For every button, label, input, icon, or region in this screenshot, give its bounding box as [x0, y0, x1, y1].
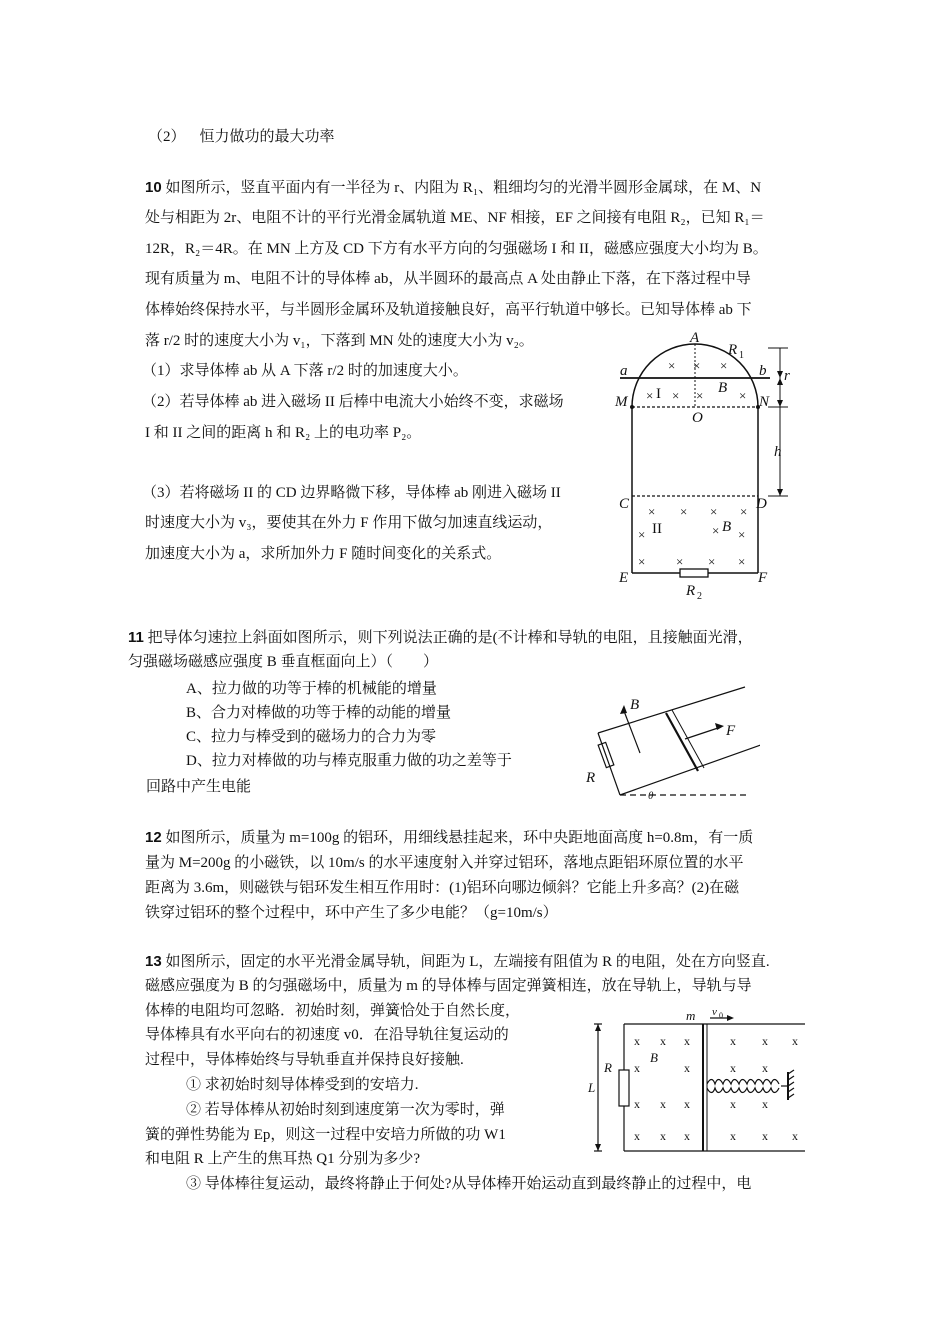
q13-line-2: 磁感应强度为 B 的匀强磁场中，质量为 m 的导体棒与固定弹簧相连，放在导轨上，导轨与导 [145, 978, 752, 994]
q10-sub-3-line-1: （3）若将磁场 II 的 CD 边界略微下移，导体棒 ab 刚进入磁场 II [142, 485, 561, 501]
q13-cross: x [730, 1097, 736, 1111]
q13-line-4: 导体棒具有水平向右的初速度 v0．在沿导轨往复运动的 [145, 1027, 509, 1043]
q11-label-theta: θ [648, 790, 654, 802]
q13-label-m: m [686, 1010, 696, 1023]
q13-label-v0: v [712, 1010, 717, 1018]
q13-sub-2-line-1: ② 若导体棒从初始时刻到速度第一次为零时，弹 [186, 1102, 505, 1118]
q11-number: 11 [128, 629, 144, 646]
q11-label-F: F [726, 723, 736, 739]
q10-line-3: 12R，R₂＝4R。在 MN 上方及 CD 下方有水平方向的匀强磁场 I 和 II，磁感应强度大小均为 B。 [145, 241, 768, 257]
q13-cross: x [762, 1129, 768, 1143]
q13-cross: x [762, 1061, 768, 1075]
q13-cross: x [684, 1061, 690, 1075]
q10-label-B2: B [722, 519, 732, 535]
q10-label-b: b [759, 363, 767, 379]
q10-sub-1: （1）求导体棒 ab 从 A 下落 r/2 时的加速度大小。 [142, 363, 468, 379]
q13-cross: x [730, 1061, 736, 1075]
q10-sub-3-line-2: 时速度大小为 v₃，要使其在外力 F 作用下做匀加速直线运动， [145, 515, 553, 531]
q10-label-r: r [784, 368, 790, 384]
q11-line-2: 匀强磁场磁感应强度 B 垂直框面向上）（ ） [128, 654, 439, 670]
q11-option-c: C、拉力与棒受到的磁场力的合力为零 [186, 729, 437, 745]
q10-line-1: 10 如图所示，竖直平面内有一半径为 r、内阻为 R₁、粗细均匀的光滑半圆形金属球，在 M、N [145, 179, 762, 196]
q13-cross: x [684, 1129, 690, 1143]
q10-line-6: 落 r/2 时的速度大小为 v₁，下落到 MN 处的速度大小为 v₂。 [145, 333, 534, 349]
q10-label-B: B [718, 380, 728, 396]
q13-cross: x [684, 1097, 690, 1111]
q10-cross: × [638, 554, 646, 569]
q13-sub-2-line-3: 和电阻 R 上产生的焦耳热 Q1 分别为多少? [145, 1151, 420, 1167]
q13-cross: x [660, 1034, 666, 1048]
q10-cross: × [740, 504, 748, 519]
q10-label-A: A [690, 330, 700, 346]
q10-cross: × [712, 523, 720, 538]
q13-figure [580, 1010, 810, 1156]
q11-label-R: R [586, 770, 596, 786]
q10-label-O: O [692, 410, 703, 426]
q10-label-E: E [619, 570, 629, 586]
q13-cross: x [634, 1129, 640, 1143]
q10-cross: × [648, 504, 656, 519]
q10-cross: × [693, 358, 701, 373]
q10-label-D: D [756, 496, 767, 512]
q10-cross: × [708, 554, 716, 569]
q10-sub-2-line-1: （2）若导体棒 ab 进入磁场 II 后棒中电流大小始终不变，求磁场 [142, 394, 564, 410]
section-title: 恒力做功的最大功率 [199, 129, 335, 145]
q10-label-M: M [615, 394, 628, 410]
q10-line-5: 体棒始终保持水平，与半圆形金属环及轨道接触良好，高平行轨道中够长。已知导体棒 ab 下 [145, 302, 752, 318]
q13-cross: x [660, 1097, 666, 1111]
q10-cross: × [646, 388, 654, 403]
q10-label-II: II [652, 521, 662, 537]
section-label [148, 127, 335, 147]
q13-label-v0-sub: 0 [719, 1011, 723, 1020]
q10-sub-3-line-3: 加速度大小为 a，求所加外力 F 随时间变化的关系式。 [145, 546, 502, 562]
q13-label-R: R [604, 1060, 612, 1075]
q13-sub-2-line-2: 簧的弹性势能为 Ep，则这一过程中安培力所做的功 W1 [145, 1127, 506, 1143]
q10-label-N: N [759, 394, 770, 410]
q11-label-B: B [630, 697, 640, 713]
q11-figure [580, 683, 760, 803]
q10-label-C: C [619, 496, 630, 512]
q11-option-d: D、拉力对棒做的功与棒克服重力做的功之差等于 [186, 753, 512, 769]
q13-line-1: 13 如图所示，固定的水平光滑金属导轨，间距为 L，左端接有阻值为 R 的电阻，处在方向竖直. [145, 953, 770, 970]
q11-line-1: 11 把导体匀速拉上斜面如图所示，则下列说法正确的是(不计棒和导轨的电阻，且接触面光滑， [128, 629, 753, 646]
q10-label-h: h [774, 444, 782, 460]
q10-line-4: 现有质量为 m、电阻不计的导体棒 ab，从半圆环的最高点 A 处由静止下落，在下落过程中导 [145, 271, 751, 287]
q13-label-L: L [588, 1080, 596, 1095]
q10-cross: × [738, 527, 746, 542]
q13-cross: x [730, 1034, 736, 1048]
q10-figure [608, 330, 808, 600]
q12-line-2: 量为 M=200g 的小磁铁，以 10m/s 的水平速度射入并穿过铝环，落地点距铝环原位置的水平 [145, 855, 744, 871]
q13-line-5: 过程中，导体棒始终与导轨垂直并保持良好接触. [145, 1052, 464, 1068]
q12-line-4: 铁穿过铝环的整个过程中，环中产生了多少电能？（g=10m/s） [145, 905, 558, 921]
q10-label-R1: R [728, 342, 738, 358]
q13-cross: x [634, 1097, 640, 1111]
q10-cross: × [676, 554, 684, 569]
q10-cross: × [672, 388, 680, 403]
q10-cross: × [720, 358, 728, 373]
q13-sub-1: ① 求初始时刻导体棒受到的安培力. [186, 1077, 419, 1093]
q13-cross: x [762, 1034, 768, 1048]
q12-line-1: 12 如图所示，质量为 m=100g 的铝环，用细线悬挂起来，环中央距地面高度 h=0.8m，有一质 [145, 829, 754, 846]
q10-label-F: F [758, 570, 768, 586]
q12-line-3: 距离为 3.6m，则磁铁与铝环发生相互作用时：(1)铝环向哪边倾斜？它能上升多高？(2)在磁 [145, 880, 740, 896]
q13-cross: x [762, 1097, 768, 1111]
q13-cross: x [792, 1129, 798, 1143]
q13-cross: x [792, 1034, 798, 1048]
q10-label-R2-sub: 2 [697, 591, 702, 600]
q11-option-a: A、拉力做的功等于棒的机械能的增量 [186, 681, 437, 697]
q13-line-3: 体棒的电阻均可忽略．初始时刻，弹簧恰处于自然长度， [145, 1003, 521, 1019]
q13-cross: x [634, 1061, 640, 1075]
q10-label-a: a [620, 363, 628, 379]
q10-cross: × [739, 388, 747, 403]
section-number: （2） [148, 129, 186, 145]
q13-cross: x [634, 1034, 640, 1048]
q10-cross: × [696, 388, 704, 403]
q10-label-R2: R [686, 583, 696, 599]
q13-cross: x [684, 1034, 690, 1048]
q10-cross: × [680, 504, 688, 519]
q10-label-I: I [656, 386, 661, 402]
q10-cross: × [638, 527, 646, 542]
q13-label-B: B [650, 1050, 658, 1065]
q10-label-R1-sub: 1 [739, 350, 744, 361]
q10-number: 10 [145, 179, 162, 196]
q10-line-2: 处与相距为 2r、电阻不计的平行光滑金属轨道 ME、NF 相接，EF 之间接有电阻 R₂，已知 R₁＝ [145, 210, 765, 226]
q13-number: 13 [145, 953, 162, 970]
q13-cross: x [660, 1129, 666, 1143]
q12-number: 12 [145, 829, 162, 846]
q10-cross: × [668, 358, 676, 373]
q10-cross: × [710, 504, 718, 519]
q11-option-d-tail: 回路中产生电能 [146, 779, 252, 795]
q13-cross: x [730, 1129, 736, 1143]
q10-cross: × [738, 554, 746, 569]
q11-option-b: B、合力对棒做的功等于棒的动能的增量 [186, 705, 452, 721]
q10-sub-2-line-2: I 和 II 之间的距离 h 和 R₂ 上的电功率 P₂。 [145, 425, 422, 441]
q13-sub-3: ③ 导体棒往复运动，最终将静止于何处?从导体棒开始运动直到最终静止的过程中，电 [186, 1176, 752, 1192]
